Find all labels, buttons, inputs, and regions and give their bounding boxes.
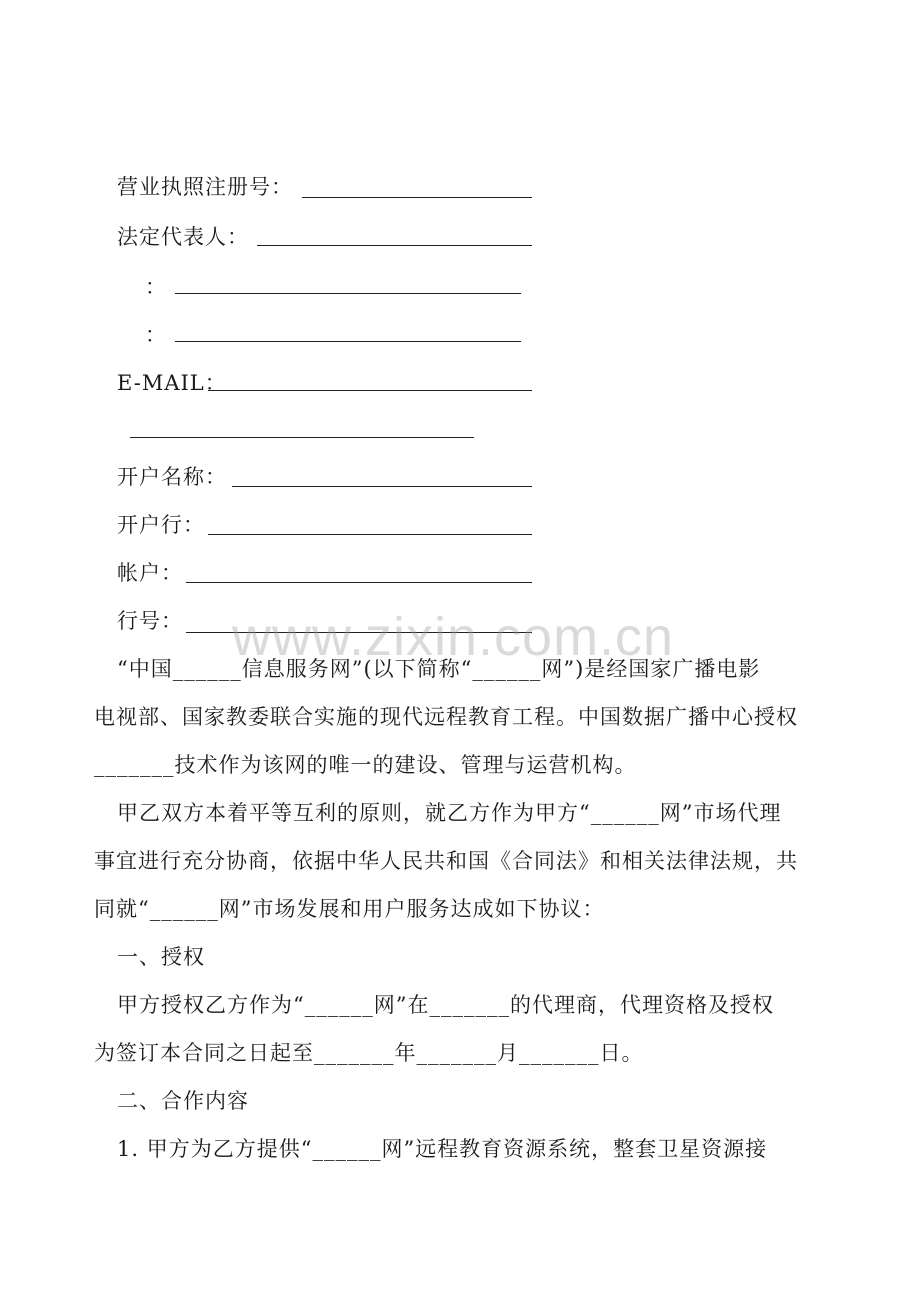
legal-rep-label: 法定代表人： <box>117 225 249 249</box>
legal-rep-blank[interactable] <box>257 244 532 246</box>
bank-no-label: 行号： <box>117 609 183 633</box>
account-name-label: 开户名称： <box>117 465 227 489</box>
email-blank[interactable] <box>208 389 532 391</box>
bank-blank[interactable] <box>208 533 532 535</box>
paragraph-2-line-1: 甲乙双方本着平等互利的原则，就乙方作为甲方“______网”市场代理 <box>117 801 782 825</box>
account-blank[interactable] <box>186 581 532 583</box>
section-heading-1: 一、授权 <box>117 945 205 969</box>
blank-field-2[interactable] <box>175 340 521 342</box>
license-no-label: 营业执照注册号： <box>117 175 293 199</box>
account-name-blank[interactable] <box>232 485 532 487</box>
section-heading-2: 二、合作内容 <box>117 1089 249 1113</box>
email-label: E-MAIL： <box>117 371 227 395</box>
colon-label-1: ： <box>145 275 167 299</box>
paragraph-1-line-1: “中国______信息服务网”(以下简称“______网”)是经国家广播电影 <box>117 657 761 681</box>
paragraph-4-line-1: 1. 甲方为乙方提供“______网”远程教育资源系统，整套卫星资源接 <box>117 1137 768 1161</box>
account-label: 帐户： <box>117 561 183 585</box>
blank-field-3[interactable] <box>130 436 474 438</box>
paragraph-1-line-2: 电视部、国家教委联合实施的现代远程教育工程。中国数据广播中心授权 <box>94 705 798 729</box>
paragraph-2-line-3: 同就“______网”市场发展和用户服务达成如下协议： <box>94 897 605 921</box>
bank-label: 开户行： <box>117 513 205 537</box>
blank-field-1[interactable] <box>175 292 521 294</box>
colon-label-2: ： <box>145 323 167 347</box>
paragraph-3-line-2: 为签订本合同之日起至_______年_______月_______日。 <box>94 1041 644 1065</box>
watermark: www.zixin.com.cn <box>232 607 675 667</box>
paragraph-1-line-3: _______技术作为该网的唯一的建设、管理与运营机构。 <box>94 753 637 777</box>
license-no-blank[interactable] <box>302 196 532 198</box>
paragraph-2-line-2: 事宜进行充分协商，依据中华人民共和国《合同法》和相关法律法规，共 <box>94 849 798 873</box>
paragraph-3-line-1: 甲方授权乙方作为“______网”在_______的代理商，代理资格及授权 <box>117 993 774 1017</box>
